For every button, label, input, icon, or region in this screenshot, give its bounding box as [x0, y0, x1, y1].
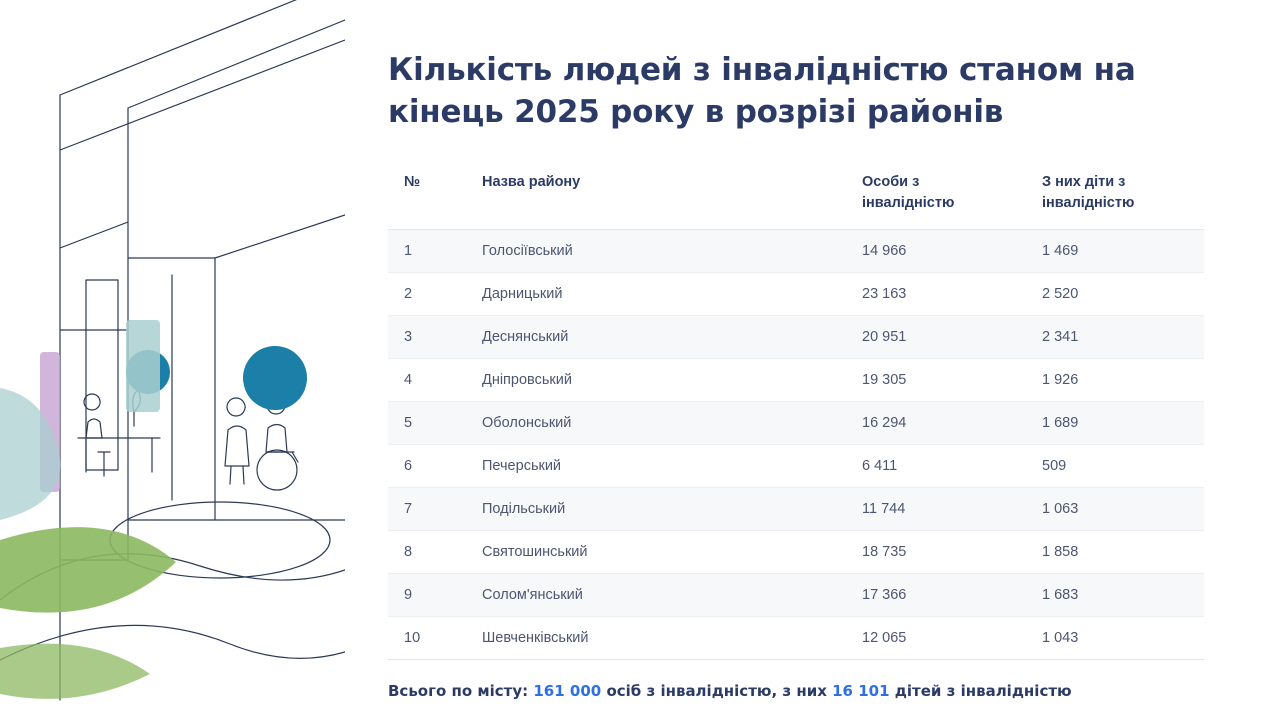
cell-district: Оболонський: [466, 402, 846, 445]
cell-persons: 14 966: [846, 230, 1026, 273]
cell-persons: 6 411: [846, 445, 1026, 488]
inclusive-space-illustration: [0, 0, 345, 720]
cell-persons: 20 951: [846, 316, 1026, 359]
cell-persons: 16 294: [846, 402, 1026, 445]
cell-persons: 17 366: [846, 574, 1026, 617]
cell-children: 1 689: [1026, 402, 1204, 445]
cell-number: 3: [388, 316, 466, 359]
totals-middle-text: осіб з інвалідністю, з них: [606, 682, 827, 701]
cell-district: Дніпровський: [466, 359, 846, 402]
cell-number: 8: [388, 531, 466, 574]
cell-number: 2: [388, 273, 466, 316]
table-row: [388, 531, 1204, 574]
cell-number: 7: [388, 488, 466, 531]
cell-number: 4: [388, 359, 466, 402]
cell-district: Печерський: [466, 445, 846, 488]
cell-district: Голосіївський: [466, 230, 846, 273]
cell-district: Деснянський: [466, 316, 846, 359]
districts-table: [388, 158, 1204, 661]
cell-persons: 19 305: [846, 359, 1026, 402]
cell-district: Дарницький: [466, 273, 846, 316]
cell-children: 2 341: [1026, 316, 1204, 359]
table-header: [388, 158, 1204, 230]
totals-persons-value: 161 000: [533, 682, 602, 701]
table-row: [388, 230, 1204, 273]
cell-number: 9: [388, 574, 466, 617]
cell-children: 1 063: [1026, 488, 1204, 531]
table-row: [388, 445, 1204, 488]
table-row: [388, 574, 1204, 617]
cell-district: Шевченківський: [466, 617, 846, 660]
cell-children: 509: [1026, 445, 1204, 488]
table-row: [388, 359, 1204, 402]
table-row: [388, 617, 1204, 660]
totals-prefix: Всього по місту:: [388, 682, 529, 701]
cell-district: Подільський: [466, 488, 846, 531]
cell-number: 10: [388, 617, 466, 660]
table-row: [388, 488, 1204, 531]
column-header-number: №: [388, 158, 466, 230]
table-row: [388, 273, 1204, 316]
table-row: [388, 316, 1204, 359]
cell-number: 5: [388, 402, 466, 445]
cell-persons: 23 163: [846, 273, 1026, 316]
cell-number: 1: [388, 230, 466, 273]
page-title: Кількість людей з інвалідністю станом на кінець 2025 року в розрізі районів: [388, 52, 1136, 130]
column-header-district: Назва району: [466, 158, 846, 230]
totals-children-value: 16 101: [832, 682, 890, 701]
cell-persons: 12 065: [846, 617, 1026, 660]
table-header-row: [388, 158, 1204, 230]
cell-children: 1 858: [1026, 531, 1204, 574]
table-row: [388, 402, 1204, 445]
cell-district: Святошинський: [466, 531, 846, 574]
cell-children: 1 683: [1026, 574, 1204, 617]
column-header-children: З них діти з інвалідністю: [1026, 158, 1204, 230]
content-column: [388, 0, 1208, 700]
cell-persons: 11 744: [846, 488, 1026, 531]
totals-summary: [388, 682, 1208, 700]
cell-children: 1 469: [1026, 230, 1204, 273]
cell-children: 1 043: [1026, 617, 1204, 660]
cell-district: Солом'янський: [466, 574, 846, 617]
cell-number: 6: [388, 445, 466, 488]
table-body: [388, 230, 1204, 660]
cell-children: 2 520: [1026, 273, 1204, 316]
column-header-persons: Особи з інвалідністю: [846, 158, 1026, 230]
totals-suffix-text: дітей з інвалідністю: [894, 682, 1072, 701]
cell-persons: 18 735: [846, 531, 1026, 574]
cell-children: 1 926: [1026, 359, 1204, 402]
